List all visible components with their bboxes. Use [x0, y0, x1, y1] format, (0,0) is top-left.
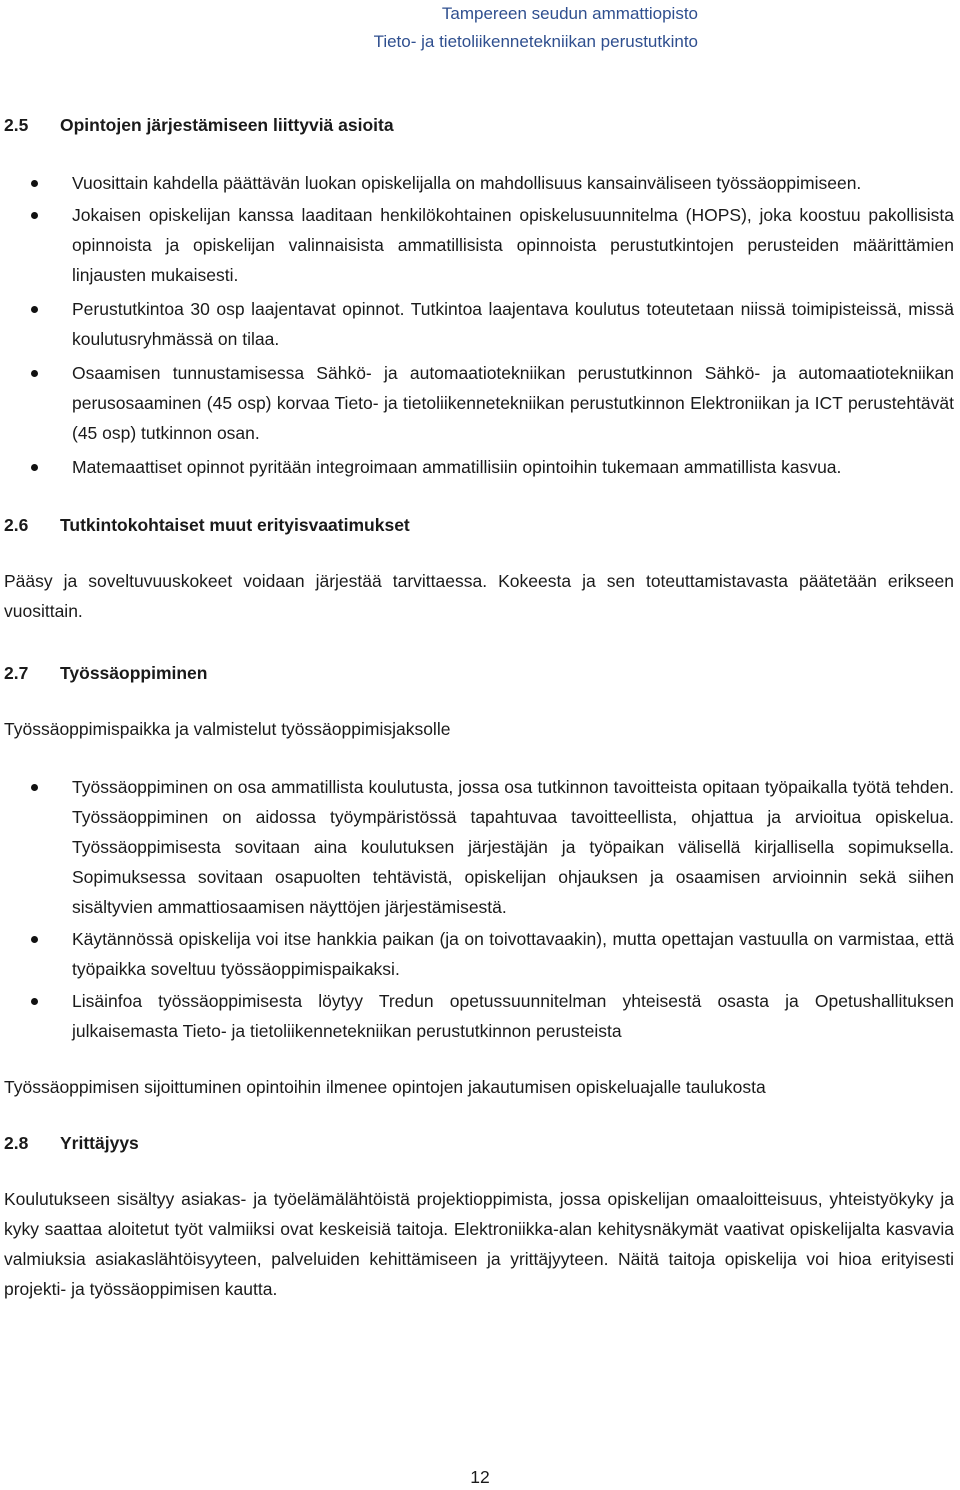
list-item: Perustutkintoa 30 osp laajentavat opinnot. Tutkintoa laajentava koulutus toteutetaan niissä toimipisteissä, missä koulutusryhmässä on tilaa.: [4, 294, 954, 354]
page-header: [0, 0, 698, 56]
section-number: 2.6: [4, 515, 29, 535]
section-number: 2.7: [4, 663, 29, 683]
section-title: Opintojen järjestämiseen liittyviä asioita: [60, 115, 394, 135]
page-number: 12: [470, 1467, 490, 1487]
section-2-7-heading: [4, 658, 954, 688]
section-title: Tutkintokohtaiset muut erityisvaatimukset: [60, 515, 410, 535]
section-2-7-subheading: Työssäoppimispaikka ja valmistelut työssäoppimisjaksolle: [4, 719, 451, 739]
section-2-6-heading: [4, 510, 954, 540]
list-item: Osaamisen tunnustamisessa Sähkö- ja automaatiotekniikan perustutkinnon Sähkö- ja automaatiotekniikan perusosaaminen (45 osp) korvaa Tieto- ja tietoliikennetekniikan perustutkinnon Elektroniikan ja ICT perustehtävät (45 osp) tutkinnon osan.: [4, 358, 954, 448]
section-2-5-heading: [4, 110, 954, 140]
document-body: [4, 110, 954, 1304]
section-2-8-heading: [4, 1128, 954, 1158]
section-number: 2.8: [4, 1133, 29, 1153]
section-2-7-closing: Työssäoppimisen sijoittuminen opintoihin ilmenee opintojen jakautumisen opiskeluajalle taulukosta: [4, 1077, 766, 1097]
section-2-7-list: [4, 772, 954, 1046]
section-number: 2.5: [4, 115, 29, 135]
list-item: Lisäinfoa työssäoppimisesta löytyy Tredun opetussuunnitelman yhteisestä osasta ja Opetushallituksen julkaisemasta Tieto- ja tietoliikennetekniikan perustutkinnon perusteista: [4, 986, 954, 1046]
section-2-8-paragraph: Koulutukseen sisältyy asiakas- ja työelämälähtöistä projektioppimista, jossa opiskelijan omaaloitteisuus, yhteistyökyky ja kyky saattaa aloitetut työt valmiiksi ovat keskeisiä taitoja. Elektroniikka-alan kehitysnäkymät vaativat opiskelijalta kasvavia valmiuksia asiakaslähtöisyyteen, palveluiden kehittämiseen ja yrittäjyyteen. Näitä taitoja opiskelija voi hioa erityisesti projekti- ja työssäoppimisen kautta.: [4, 1189, 954, 1299]
list-item: Työssäoppiminen on osa ammatillista koulutusta, jossa osa tutkinnon tavoitteista opitaan työpaikalla työtä tehden. Työssäoppiminen on aidossa työympäristössä tapahtuvaa tavoitteellista, ohjattua ja arvioitua opiskelua. Työssäoppimisesta sovitaan aina koulutuksen järjestäjän ja työpaikan välisellä kirjallisella sopimuksella. Sopimuksessa sovitaan osapuolten tehtävistä, opiskelijan ohjauksen ja osaamisen arvioinnin sekä siihen sisältyvien ammattiosaamisen näyttöjen järjestämisestä.: [4, 772, 954, 922]
section-2-6-paragraph: Pääsy ja soveltuvuuskokeet voidaan järjestää tarvittaessa. Kokeesta ja sen toteuttamistavasta päätetään erikseen vuosittain.: [4, 571, 954, 621]
section-title: Yrittäjyys: [60, 1133, 139, 1153]
header-degree: Tieto- ja tietoliikennetekniikan perustutkinto: [373, 32, 698, 51]
section-2-5-list: [4, 168, 954, 482]
list-item: Jokaisen opiskelijan kanssa laaditaan henkilökohtainen opiskelusuunnitelma (HOPS), joka koostuu pakollisista opinnoista ja opiskelijan valinnaisista ammatillisista opinnoista perustutkintojen perusteiden määrittämien linjausten mukaisesti.: [4, 200, 954, 290]
section-title: Työssäoppiminen: [60, 663, 208, 683]
header-institution: Tampereen seudun ammattiopisto: [441, 4, 698, 23]
list-item: Käytännössä opiskelija voi itse hankkia paikan (ja on toivottavaakin), mutta opettajan vastuulla on varmistaa, että työpaikka soveltuu työssäoppimispaikaksi.: [4, 924, 954, 984]
list-item: Matemaattiset opinnot pyritään integroimaan ammatillisiin opintoihin tukemaan ammatillista kasvua.: [4, 452, 954, 482]
list-item: Vuosittain kahdella päättävän luokan opiskelijalla on mahdollisuus kansainväliseen työssäoppimiseen.: [4, 168, 954, 198]
